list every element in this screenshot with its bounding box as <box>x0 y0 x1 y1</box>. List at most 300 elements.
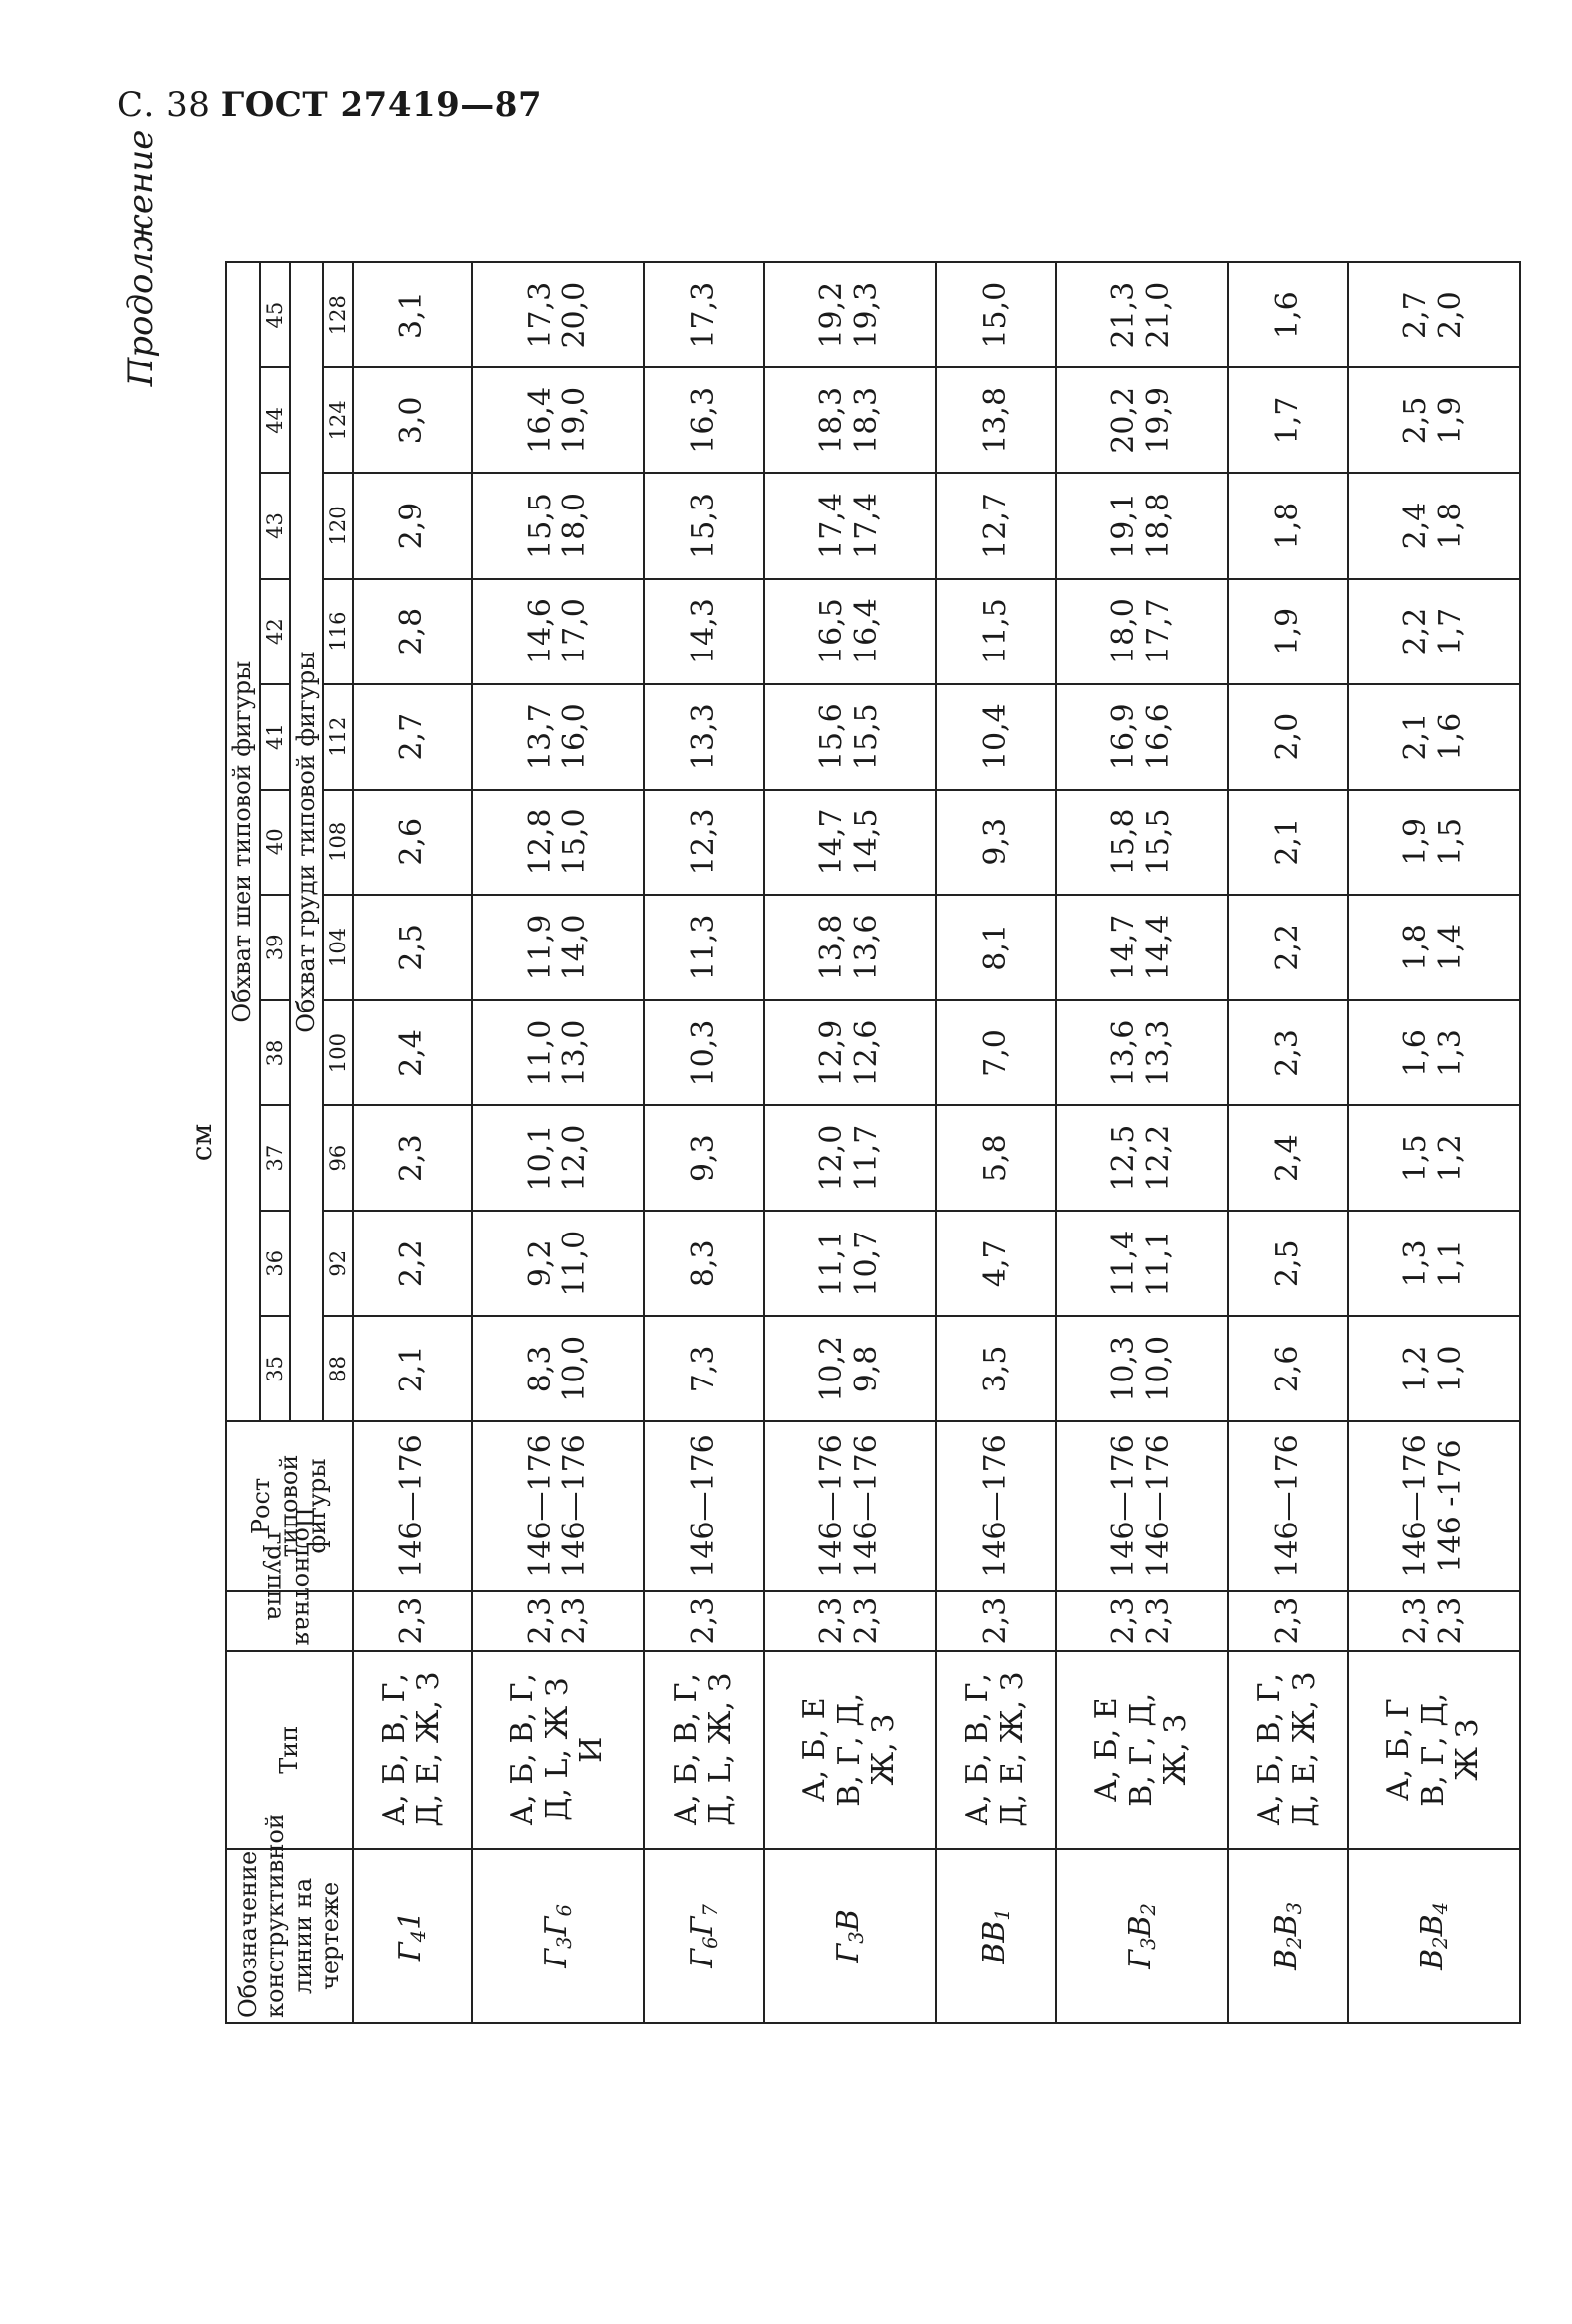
value-cell <box>1348 1105 1521 1211</box>
line: 7,0 <box>977 1029 1013 1077</box>
line-designation <box>472 1849 644 2023</box>
line: 16,4 <box>522 386 558 454</box>
line: 2,3 <box>393 1596 429 1645</box>
value-cell <box>644 262 763 367</box>
header-height: Рост типовой фигуры <box>226 1421 353 1590</box>
value-cell <box>472 1211 644 1316</box>
line: 16,0 <box>557 703 593 771</box>
chest-size-96: 96 <box>323 1105 353 1211</box>
value-cell <box>1228 1000 1347 1105</box>
line: 18,3 <box>848 386 884 454</box>
line: 19,0 <box>557 386 593 454</box>
line: 19,3 <box>848 281 884 349</box>
line: Ж, З <box>866 1713 902 1786</box>
line: А, Б, В, Г, <box>960 1673 996 1826</box>
value-cell <box>1228 684 1347 790</box>
line: 19,2 <box>814 281 850 349</box>
line: 14,5 <box>848 808 884 876</box>
fullness-group-cell <box>644 1591 763 1651</box>
type-cell <box>353 1651 471 1849</box>
line: 2,1 <box>1398 712 1434 761</box>
value-cell <box>1056 1211 1228 1316</box>
value-cell <box>472 473 644 578</box>
line: 12,6 <box>848 1019 884 1087</box>
type-cell <box>1228 1651 1347 1849</box>
value-cell <box>1348 1000 1521 1105</box>
line: 2,8 <box>393 607 429 655</box>
line: 15,3 <box>685 493 721 559</box>
chest-size-124: 124 <box>323 367 353 473</box>
line: 15,8 <box>1106 808 1142 876</box>
value-cell <box>1228 1105 1347 1211</box>
line: Ж, З <box>1158 1713 1194 1786</box>
designation-rest: Г <box>538 1916 574 1937</box>
line: 2,1 <box>393 1345 429 1393</box>
line: 5,8 <box>977 1134 1013 1182</box>
value-cell <box>936 1316 1055 1421</box>
value-cell <box>353 473 471 578</box>
line: 10,3 <box>1106 1335 1142 1402</box>
line: 11,4 <box>1106 1230 1142 1297</box>
line: 2,5 <box>1269 1239 1305 1288</box>
line: 1,6 <box>1398 1029 1434 1077</box>
line: 13,8 <box>977 386 1013 454</box>
line-designation <box>1228 1849 1347 2023</box>
line: Д, Е, Ж, З <box>994 1671 1030 1827</box>
line: 7,3 <box>685 1345 721 1393</box>
line: 146—176 <box>685 1434 721 1578</box>
line: 3,5 <box>977 1345 1013 1393</box>
value-cell <box>1348 262 1521 367</box>
line: 1,9 <box>1432 396 1468 445</box>
value-cell <box>644 1316 763 1421</box>
line: 1,0 <box>1432 1345 1468 1393</box>
height-cell <box>1348 1421 1521 1590</box>
designation-main: Г <box>538 1948 574 1968</box>
value-cell <box>764 1105 936 1211</box>
line: 11,1 <box>814 1230 850 1297</box>
value-cell <box>1228 1316 1347 1421</box>
line-designation <box>1056 1849 1228 2023</box>
line: 2,6 <box>1269 1345 1305 1393</box>
line: 2,3 <box>1432 1596 1468 1645</box>
value-cell <box>936 262 1055 367</box>
value-cell <box>353 367 471 473</box>
value-cell <box>472 1316 644 1421</box>
fullness-group-cell <box>1348 1591 1521 1651</box>
type-cell <box>644 1651 763 1849</box>
line: 19,1 <box>1106 493 1142 559</box>
line: 1,3 <box>1398 1239 1434 1288</box>
fullness-group-cell <box>1228 1591 1347 1651</box>
neck-size-39: 39 <box>260 895 290 1000</box>
height-cell <box>936 1421 1055 1590</box>
value-cell <box>936 473 1055 578</box>
line-designation <box>764 1849 936 2023</box>
line: 146—176 <box>393 1434 429 1578</box>
value-cell <box>644 579 763 684</box>
value-cell <box>764 790 936 895</box>
designation-rest-sub: 7 <box>698 1904 722 1917</box>
value-cell <box>644 684 763 790</box>
value-cell <box>353 1105 471 1211</box>
height-cell <box>1228 1421 1347 1590</box>
designation-sub: 3 <box>1136 1937 1160 1950</box>
value-cell <box>764 579 936 684</box>
designation-rest-sub: 3 <box>1282 1901 1306 1915</box>
value-cell <box>764 367 936 473</box>
line: 18,8 <box>1140 493 1176 559</box>
designation-rest-sub: 4 <box>1428 1901 1452 1915</box>
value-cell <box>353 790 471 895</box>
table-row <box>936 262 1055 2023</box>
line: Ж З <box>1450 1718 1485 1781</box>
line: 11,9 <box>522 914 558 981</box>
value-cell <box>353 1211 471 1316</box>
line: 15,5 <box>522 493 558 559</box>
height-cell <box>644 1421 763 1590</box>
line: 2,9 <box>393 502 429 550</box>
value-cell <box>644 790 763 895</box>
line: 2,6 <box>393 817 429 866</box>
line: 12,7 <box>977 493 1013 559</box>
line: 2,3 <box>848 1596 884 1645</box>
line: Д, Е, Ж, З <box>1286 1671 1322 1827</box>
line: 1,8 <box>1432 502 1468 550</box>
line: 10,0 <box>557 1335 593 1402</box>
line: 146—176 <box>1398 1434 1434 1578</box>
line: 14,6 <box>522 598 558 664</box>
line: 2,4 <box>393 1029 429 1077</box>
designation-main: Г <box>684 1948 720 1968</box>
table-row <box>764 262 936 2023</box>
line: Д, L, Ж З <box>539 1677 575 1821</box>
line: 1,5 <box>1398 1134 1434 1182</box>
line-designation <box>936 1849 1055 2023</box>
line: В, Г, Д, <box>1415 1692 1451 1807</box>
value-cell <box>1348 579 1521 684</box>
continuation-label: Продолжение <box>121 129 161 387</box>
designation-main: ВВ <box>976 1920 1012 1964</box>
fullness-group-cell <box>472 1591 644 1651</box>
designation-sub: 4 <box>406 1929 430 1943</box>
neck-size-38: 38 <box>260 1000 290 1105</box>
line: 146—176 <box>522 1434 558 1578</box>
line: 2,2 <box>1398 607 1434 655</box>
value-cell <box>1228 579 1347 684</box>
line: 1,8 <box>1269 502 1305 550</box>
designation-sub: 3 <box>844 1931 868 1944</box>
line: 1,3 <box>1432 1029 1468 1077</box>
value-cell <box>1056 579 1228 684</box>
line: 17,4 <box>848 493 884 559</box>
line: 8,3 <box>522 1345 558 1393</box>
value-cell <box>764 473 936 578</box>
line: 1,8 <box>1398 924 1434 971</box>
value-cell <box>644 895 763 1000</box>
line: 2,3 <box>557 1596 593 1645</box>
line: 1,9 <box>1269 607 1305 655</box>
line: 9,3 <box>977 817 1013 866</box>
designation-sub: 2 <box>1282 1936 1306 1949</box>
value-cell <box>353 579 471 684</box>
line: 2,7 <box>393 712 429 761</box>
line: 11,7 <box>848 1124 884 1192</box>
value-cell <box>472 790 644 895</box>
line: 11,0 <box>557 1230 593 1297</box>
header-chest-girth: Обхват груди типовой фигуры <box>290 262 324 1421</box>
standard-code: ГОСТ 27419—87 <box>220 85 543 125</box>
line: 12,5 <box>1106 1124 1142 1192</box>
line: 11,1 <box>1140 1230 1176 1297</box>
value-cell <box>1056 684 1228 790</box>
line: 12,8 <box>522 808 558 876</box>
page-number: С. 38 <box>117 85 211 125</box>
line: 146—176 <box>1269 1434 1305 1578</box>
value-cell <box>472 262 644 367</box>
designation-rest: В <box>1122 1915 1158 1938</box>
fullness-group-cell <box>764 1591 936 1651</box>
line: 4,7 <box>977 1239 1013 1288</box>
line: 9,3 <box>685 1134 721 1182</box>
line: 2,3 <box>1398 1596 1434 1645</box>
line: 1,6 <box>1269 291 1305 340</box>
line: 16,4 <box>848 598 884 664</box>
height-cell <box>472 1421 644 1590</box>
designation-main: Г <box>393 1942 429 1962</box>
line: А, Б, Г <box>1381 1698 1416 1802</box>
designation-rest: В <box>830 1909 866 1932</box>
line: 2,3 <box>1106 1596 1142 1645</box>
value-cell <box>644 1000 763 1105</box>
line: 17,3 <box>522 281 558 349</box>
fullness-group-cell <box>1056 1591 1228 1651</box>
line: 17,4 <box>814 493 850 559</box>
line: 21,0 <box>1140 281 1176 349</box>
value-cell <box>936 895 1055 1000</box>
line: 1,9 <box>1398 817 1434 866</box>
chest-size-108: 108 <box>323 790 353 895</box>
line: 1,7 <box>1269 396 1305 445</box>
value-cell <box>472 367 644 473</box>
line: 11,3 <box>685 914 721 981</box>
line: 18,0 <box>1106 598 1142 664</box>
value-cell <box>1348 367 1521 473</box>
line: 12,0 <box>557 1124 593 1192</box>
line: 2,3 <box>1140 1596 1176 1645</box>
value-cell <box>1056 1105 1228 1211</box>
line: 13,6 <box>1106 1019 1142 1087</box>
line: 9,8 <box>848 1345 884 1393</box>
line: 10,3 <box>685 1019 721 1087</box>
line: 146—176 <box>557 1434 593 1578</box>
value-cell <box>1228 473 1347 578</box>
line: 12,0 <box>814 1124 850 1192</box>
line: 16,9 <box>1106 703 1142 771</box>
chest-size-100: 100 <box>323 1000 353 1105</box>
line: 2,0 <box>1432 291 1468 340</box>
value-cell <box>764 1316 936 1421</box>
line: 1,7 <box>1432 607 1468 655</box>
line: 146—176 <box>848 1434 884 1578</box>
line-designation <box>1348 1849 1521 2023</box>
line: 2,3 <box>1269 1029 1305 1077</box>
designation-main: В <box>1268 1948 1304 1970</box>
table-row <box>472 262 644 2023</box>
designation-rest: 1 <box>393 1910 429 1930</box>
type-cell <box>1348 1651 1521 1849</box>
line: 10,7 <box>848 1230 884 1297</box>
line: 2,3 <box>522 1596 558 1645</box>
line: 2,4 <box>1398 502 1434 550</box>
line: А, Б, Е <box>1089 1697 1125 1803</box>
line: 14,0 <box>557 914 593 981</box>
neck-size-36: 36 <box>260 1211 290 1316</box>
designation-rest: Г <box>684 1916 720 1937</box>
line: А, Б, В, Г, <box>1252 1673 1288 1826</box>
line: И <box>574 1736 610 1763</box>
line: 13,8 <box>814 914 850 981</box>
line: 2,5 <box>393 924 429 971</box>
value-cell <box>1056 1316 1228 1421</box>
line: 1,4 <box>1432 924 1468 971</box>
type-cell <box>1056 1651 1228 1849</box>
line: 146—176 <box>1140 1434 1176 1578</box>
line: 13,6 <box>848 914 884 981</box>
line: 2,0 <box>1269 712 1305 761</box>
line: А, Б, В, Г, <box>505 1673 541 1826</box>
line: 14,7 <box>1106 914 1142 981</box>
neck-size-37: 37 <box>260 1105 290 1211</box>
page-header <box>117 85 542 125</box>
neck-size-42: 42 <box>260 579 290 684</box>
type-cell <box>936 1651 1055 1849</box>
chest-size-112: 112 <box>323 684 353 790</box>
line: 1,1 <box>1432 1239 1468 1288</box>
line: 2,2 <box>393 1239 429 1288</box>
line: 14,3 <box>685 598 721 664</box>
value-cell <box>1348 684 1521 790</box>
neck-size-45: 45 <box>260 262 290 367</box>
neck-size-41: 41 <box>260 684 290 790</box>
value-cell <box>472 579 644 684</box>
line: 146—176 <box>814 1434 850 1578</box>
line: 13,3 <box>1140 1019 1176 1087</box>
table-row <box>1348 262 1521 2023</box>
measurements-table <box>225 261 1521 2024</box>
designation-rest: В <box>1414 1914 1450 1937</box>
line: 2,7 <box>1398 291 1434 340</box>
line: 2,5 <box>1398 396 1434 445</box>
designation-sub: 2 <box>1428 1936 1452 1949</box>
chest-size-116: 116 <box>323 579 353 684</box>
line: В, Г, Д, <box>1123 1692 1159 1807</box>
value-cell <box>936 684 1055 790</box>
value-cell <box>644 473 763 578</box>
line: 15,5 <box>1140 808 1176 876</box>
line: 12,9 <box>814 1019 850 1087</box>
line-designation <box>644 1849 763 2023</box>
line: 10,4 <box>977 703 1013 771</box>
value-cell <box>1228 367 1347 473</box>
line: 18,3 <box>814 386 850 454</box>
value-cell <box>1348 1211 1521 1316</box>
value-cell <box>1228 790 1347 895</box>
table-row <box>1056 262 1228 2023</box>
designation-sub: 3 <box>552 1936 576 1949</box>
line: 11,0 <box>522 1019 558 1087</box>
line: 13,3 <box>685 703 721 771</box>
value-cell <box>1348 895 1521 1000</box>
rotated-table-container <box>184 261 1544 2024</box>
designation-rest-sub: 6 <box>552 1904 576 1917</box>
chest-size-104: 104 <box>323 895 353 1000</box>
height-cell <box>1056 1421 1228 1590</box>
neck-size-35: 35 <box>260 1316 290 1421</box>
line: 15,0 <box>557 808 593 876</box>
value-cell <box>1348 790 1521 895</box>
value-cell <box>1348 473 1521 578</box>
neck-size-44: 44 <box>260 367 290 473</box>
line: 2,2 <box>1269 924 1305 971</box>
value-cell <box>1228 1211 1347 1316</box>
line: 15,0 <box>977 281 1013 349</box>
designation-sub: 1 <box>990 1908 1014 1921</box>
line: 14,7 <box>814 808 850 876</box>
line: А, Б, В, Г, <box>668 1673 704 1826</box>
line: 1,2 <box>1432 1134 1468 1182</box>
line: 10,1 <box>522 1124 558 1192</box>
fullness-group-cell <box>936 1591 1055 1651</box>
value-cell <box>472 1105 644 1211</box>
header-type: Тип <box>226 1651 353 1849</box>
line: 2,3 <box>977 1596 1013 1645</box>
height-cell <box>764 1421 936 1590</box>
value-cell <box>353 1000 471 1105</box>
line: 13,0 <box>557 1019 593 1087</box>
designation-main: В <box>1414 1948 1450 1970</box>
line: 20,2 <box>1106 386 1142 454</box>
value-cell <box>1056 790 1228 895</box>
value-cell <box>936 579 1055 684</box>
value-cell <box>1056 895 1228 1000</box>
value-cell <box>472 1000 644 1105</box>
designation-rest: В <box>1268 1914 1304 1937</box>
line: 1,5 <box>1432 817 1468 866</box>
value-cell <box>353 895 471 1000</box>
value-cell <box>1056 367 1228 473</box>
line: А, Б, В, Г, <box>376 1673 412 1826</box>
value-cell <box>936 1000 1055 1105</box>
line: 2,3 <box>393 1134 429 1182</box>
line: 18,0 <box>557 493 593 559</box>
value-cell <box>472 684 644 790</box>
line: 8,1 <box>977 924 1013 971</box>
line: 2,1 <box>1269 817 1305 866</box>
line: 15,6 <box>814 703 850 771</box>
type-cell <box>472 1651 644 1849</box>
line: 19,9 <box>1140 386 1176 454</box>
line: 17,7 <box>1140 598 1176 664</box>
value-cell <box>936 790 1055 895</box>
line: 1,2 <box>1398 1345 1434 1393</box>
value-cell <box>1228 262 1347 367</box>
chest-size-92: 92 <box>323 1211 353 1316</box>
designation-main: Г <box>1122 1949 1158 1969</box>
line: 16,6 <box>1140 703 1176 771</box>
line: 1,6 <box>1432 712 1468 761</box>
designation-rest-sub: 2 <box>1136 1903 1160 1916</box>
